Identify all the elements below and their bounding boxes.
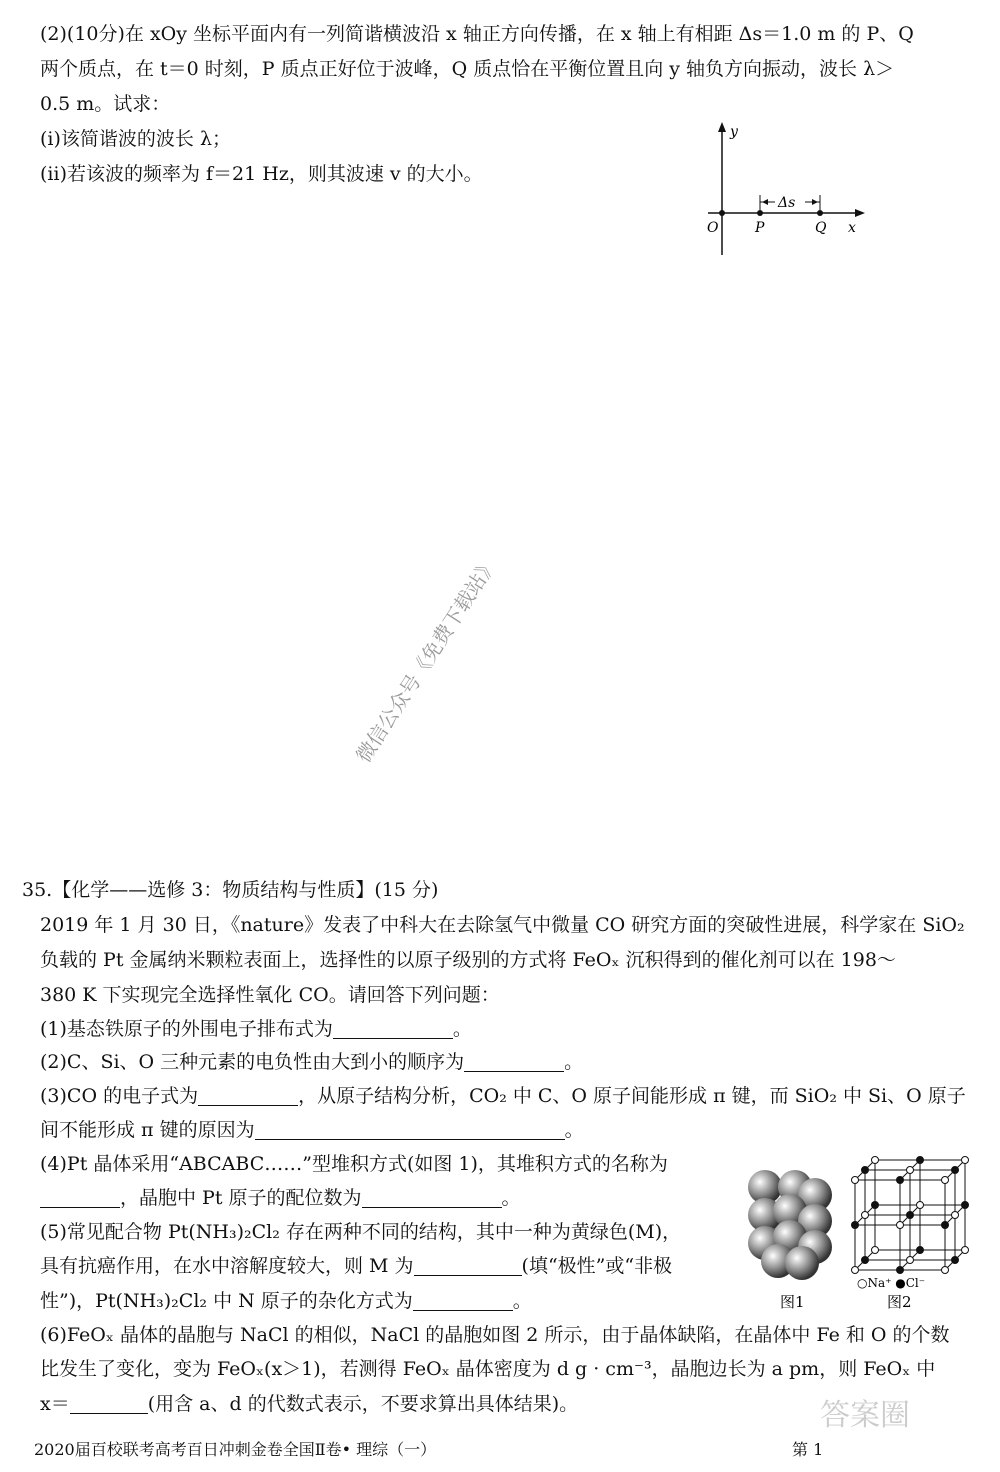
chem-q3-cont: 间不能形成 π 键的原因为 。 — [40, 1119, 584, 1141]
point-p-label: P — [755, 220, 765, 236]
answer-blank[interactable] — [414, 1255, 522, 1276]
answer-blank[interactable] — [464, 1051, 564, 1072]
x-axis-label: x — [848, 220, 856, 236]
chem-q5: (5)常见配合物 Pt(NH₃)₂Cl₂ 存在两种不同的结构，其中一种为黄绿色(M)， — [40, 1221, 682, 1243]
chem-para-2: 负载的 Pt 金属纳米颗粒表面上，选择性的以原子级别的方式将 FeOₓ 沉积得到的催化剂可以在 198～ — [40, 949, 896, 971]
point-q-label: Q — [815, 220, 827, 236]
chem-para-1: 2019 年 1 月 30 日，《nature》发表了中科大在去除氢气中微量 CO 研究方面的突破性进展，科学家在 SiO₂ — [40, 914, 965, 936]
answer-blank[interactable] — [362, 1187, 502, 1208]
chem-q5-cont: 具有抗癌作用，在水中溶解度较大，则 M 为 (填“极性”或“非极 — [40, 1255, 673, 1277]
chem-q6: (6)FeOₓ 晶体的晶胞与 NaCl 的相似，NaCl 的晶胞如图 2 所示，由于晶体缺陷，在晶体中 Fe 和 O 的个数 — [40, 1324, 950, 1346]
answer-blank[interactable] — [40, 1187, 120, 1208]
chem-q5-cont-2: 性”)，Pt(NH₃)₂Cl₂ 中 N 原子的杂化方式为 。 — [40, 1290, 532, 1312]
figure-1-pt-packing — [740, 1165, 840, 1315]
origin-label: O — [707, 220, 719, 236]
answer-blank[interactable] — [70, 1393, 148, 1414]
footer-exam-name: 2020届百校联考高考百日冲刺金卷全国Ⅱ卷• 理综（一） — [34, 1440, 437, 1459]
chem-q2: (2)C、Si、O 三种元素的电负性由大到小的顺序为 。 — [40, 1051, 584, 1073]
chem-para-3: 380 K 下实现完全选择性氧化 CO。请回答下列问题： — [40, 984, 500, 1006]
chem-title: 35.【化学——选修 3：物质结构与性质】(15 分) — [22, 879, 439, 901]
answer-blank[interactable] — [333, 1018, 453, 1039]
answer-blank[interactable] — [255, 1119, 565, 1140]
physics-line-3: 0.5 m。试求： — [40, 93, 171, 115]
chem-q4-cont: ，晶胞中 Pt 原子的配位数为 。 — [40, 1186, 521, 1210]
figure-2-caption: 图2 — [887, 1293, 912, 1311]
chem-q1: (1)基态铁原子的外围电子排布式为 。 — [40, 1018, 472, 1040]
watermark-text: 微信公众号《免费下载站》 — [351, 552, 503, 767]
answer-blank[interactable] — [413, 1290, 513, 1311]
physics-question-2: (ⅱ)若该波的频率为 f＝21 Hz，则其波速 v 的大小。 — [40, 163, 483, 185]
chem-q4: (4)Pt 晶体采用“ABCABC……”型堆积方式(如图 1)，其堆积方式的名称为 — [40, 1153, 668, 1175]
y-axis-label: y — [730, 124, 738, 140]
site-stamp-logo: 答案圈 — [820, 1398, 910, 1433]
footer-page-number: 第 1 — [792, 1440, 824, 1459]
figure-2-legend: ○Na⁺ ●Cl⁻ — [857, 1276, 926, 1290]
figure-2-nacl-cell — [845, 1150, 970, 1320]
physics-line-2: 两个质点，在 t＝0 时刻，P 质点正好位于波峰，Q 质点恰在平衡位置且向 y 轴负方向振动，波长 λ＞ — [40, 58, 895, 80]
chem-q3: (3)CO 的电子式为 ，从原子结构分析，CO₂ 中 C、O 原子间能形成 π 键，而 SiO₂ 中 Si、O 原子 — [40, 1085, 966, 1107]
answer-blank[interactable] — [198, 1085, 298, 1106]
chem-q6-cont-2: x＝ (用含 a、d 的代数式表示，不要求算出具体结果)。 — [40, 1393, 579, 1415]
physics-line-1: (2)(10分)在 xOy 坐标平面内有一列简谐横波沿 x 轴正方向传播，在 x 轴上有相距 Δs＝1.0 m 的 P、Q — [40, 23, 914, 45]
physics-question-1: (ⅰ)该简谐波的波长 λ； — [40, 128, 231, 150]
figure-1-caption: 图1 — [780, 1293, 805, 1311]
chem-q6-cont: 比发生了变化，变为 FeOₓ(x＞1)，若测得 FeOₓ 晶体密度为 d g · cm⁻³，晶胞边长为 a pm，则 FeOₓ 中 — [40, 1358, 936, 1380]
delta-s-label: Δs — [778, 195, 796, 211]
wave-axis-figure — [700, 120, 870, 260]
